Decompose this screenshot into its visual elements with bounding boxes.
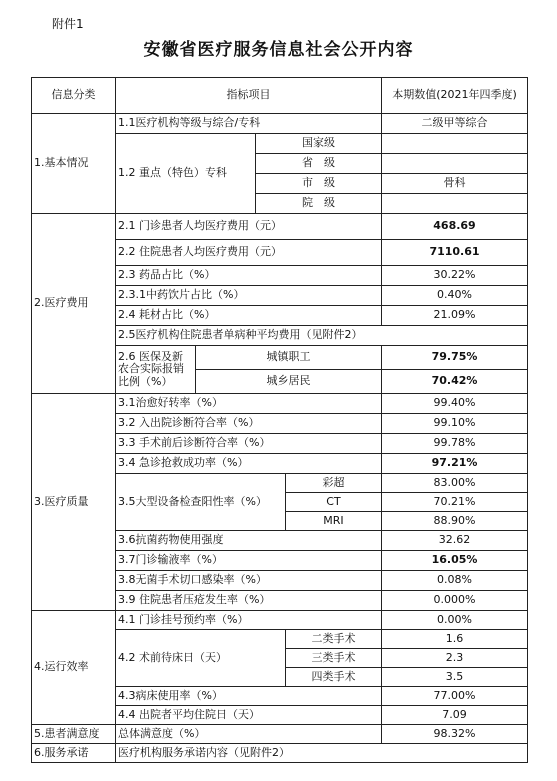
- indicator-value: 7110.61: [382, 240, 528, 266]
- indicator-label: 4.3病床使用率（%）: [116, 687, 382, 706]
- indicator-value: 0.08%: [382, 571, 528, 591]
- table-row: [32, 394, 528, 414]
- header-indicator: 指标项目: [116, 78, 382, 114]
- indicator-label: 3.2 入出院诊断符合率（%）: [116, 414, 382, 434]
- indicator-value: 83.00%: [382, 474, 528, 493]
- indicator-value: 88.90%: [382, 512, 528, 531]
- category-commitment: 6.服务承诺: [32, 744, 116, 763]
- info-table: [31, 77, 528, 763]
- indicator-value: 99.40%: [382, 394, 528, 414]
- indicator-value: 二级甲等综合: [382, 114, 528, 134]
- category-cost: 2.医疗费用: [32, 214, 116, 394]
- indicator-value: 77.00%: [382, 687, 528, 706]
- indicator-label: 3.5大型设备检查阳性率（%）: [116, 474, 286, 531]
- indicator-label: 1.2 重点（特色）专科: [116, 134, 256, 214]
- header-value: 本期数值(2021年四季度): [382, 78, 528, 114]
- category-quality: 3.医疗质量: [32, 394, 116, 611]
- indicator-label: 2.1 门诊患者人均医疗费用（元）: [116, 214, 382, 240]
- indicator-value: 468.69: [382, 214, 528, 240]
- sub-label: 彩超: [286, 474, 382, 493]
- indicator-label: 3.7门诊输液率（%）: [116, 551, 382, 571]
- indicator-label: 2.3 药品占比（%）: [116, 266, 382, 286]
- indicator-value: 2.3: [382, 649, 528, 668]
- indicator-value: 21.09%: [382, 306, 528, 326]
- attachment-label: 附件1: [52, 17, 84, 31]
- sub-label: 城镇职工: [196, 346, 382, 370]
- indicator-value: 32.62: [382, 531, 528, 551]
- indicator-value: 1.6: [382, 630, 528, 649]
- indicator-value: 99.10%: [382, 414, 528, 434]
- sub-label: 城乡居民: [196, 370, 382, 394]
- indicator-value: 30.22%: [382, 266, 528, 286]
- table-row: [32, 114, 528, 134]
- table-row: [32, 744, 528, 763]
- sub-label: 院 级: [256, 194, 382, 214]
- indicator-value: [382, 154, 528, 174]
- indicator-value: 7.09: [382, 706, 528, 725]
- table-header-row: [32, 78, 528, 114]
- table-row: [32, 611, 528, 630]
- sub-label: 三类手术: [286, 649, 382, 668]
- indicator-value: 70.42%: [382, 370, 528, 394]
- category-efficiency: 4.运行效率: [32, 611, 116, 725]
- indicator-label: 总体满意度（%）: [116, 725, 382, 744]
- header-category: 信息分类: [32, 78, 116, 114]
- indicator-label: 3.9 住院患者压疮发生率（%）: [116, 591, 382, 611]
- sub-label: 二类手术: [286, 630, 382, 649]
- indicator-value: 70.21%: [382, 493, 528, 512]
- table-row: [32, 725, 528, 744]
- sub-label: 省 级: [256, 154, 382, 174]
- indicator-label: 1.1医疗机构等级与综合/专科: [116, 114, 382, 134]
- indicator-value: 骨科: [382, 174, 528, 194]
- indicator-value: 3.5: [382, 668, 528, 687]
- sub-label: 四类手术: [286, 668, 382, 687]
- indicator-value: 16.05%: [382, 551, 528, 571]
- indicator-label: 4.2 术前待床日（天）: [116, 630, 286, 687]
- indicator-label: 2.6 医保及新农合实际报销比例（%）: [116, 346, 196, 394]
- indicator-value: 0.40%: [382, 286, 528, 306]
- indicator-label: 3.3 手术前后诊断符合率（%）: [116, 434, 382, 454]
- indicator-label: 4.1 门诊挂号预约率（%）: [116, 611, 382, 630]
- sub-label: 市 级: [256, 174, 382, 194]
- indicator-value: [382, 194, 528, 214]
- sub-label: 国家级: [256, 134, 382, 154]
- indicator-label: 3.6抗菌药物使用强度: [116, 531, 382, 551]
- indicator-label: 2.2 住院患者人均医疗费用（元）: [116, 240, 382, 266]
- sub-label: MRI: [286, 512, 382, 531]
- indicator-label: 3.1治愈好转率（%）: [116, 394, 382, 414]
- indicator-label: 3.4 急诊抢救成功率（%）: [116, 454, 382, 474]
- indicator-label: 2.5医疗机构住院患者单病种平均费用（见附件2）: [116, 326, 528, 346]
- indicator-label: 3.8无菌手术切口感染率（%）: [116, 571, 382, 591]
- category-satisfaction: 5.患者满意度: [32, 725, 116, 744]
- indicator-value: 0.000%: [382, 591, 528, 611]
- indicator-value: 79.75%: [382, 346, 528, 370]
- indicator-label: 4.4 出院者平均住院日（天）: [116, 706, 382, 725]
- indicator-value: [382, 134, 528, 154]
- indicator-value: 98.32%: [382, 725, 528, 744]
- indicator-value: 0.00%: [382, 611, 528, 630]
- table-row: [32, 214, 528, 240]
- indicator-value: 97.21%: [382, 454, 528, 474]
- indicator-label: 医疗机构服务承诺内容（见附件2）: [116, 744, 528, 763]
- category-basic: 1.基本情况: [32, 114, 116, 214]
- page-title: 安徽省医疗服务信息社会公开内容: [143, 40, 414, 60]
- indicator-value: 99.78%: [382, 434, 528, 454]
- indicator-label: 2.4 耗材占比（%）: [116, 306, 382, 326]
- indicator-label: 2.3.1中药饮片占比（%）: [116, 286, 382, 306]
- sub-label: CT: [286, 493, 382, 512]
